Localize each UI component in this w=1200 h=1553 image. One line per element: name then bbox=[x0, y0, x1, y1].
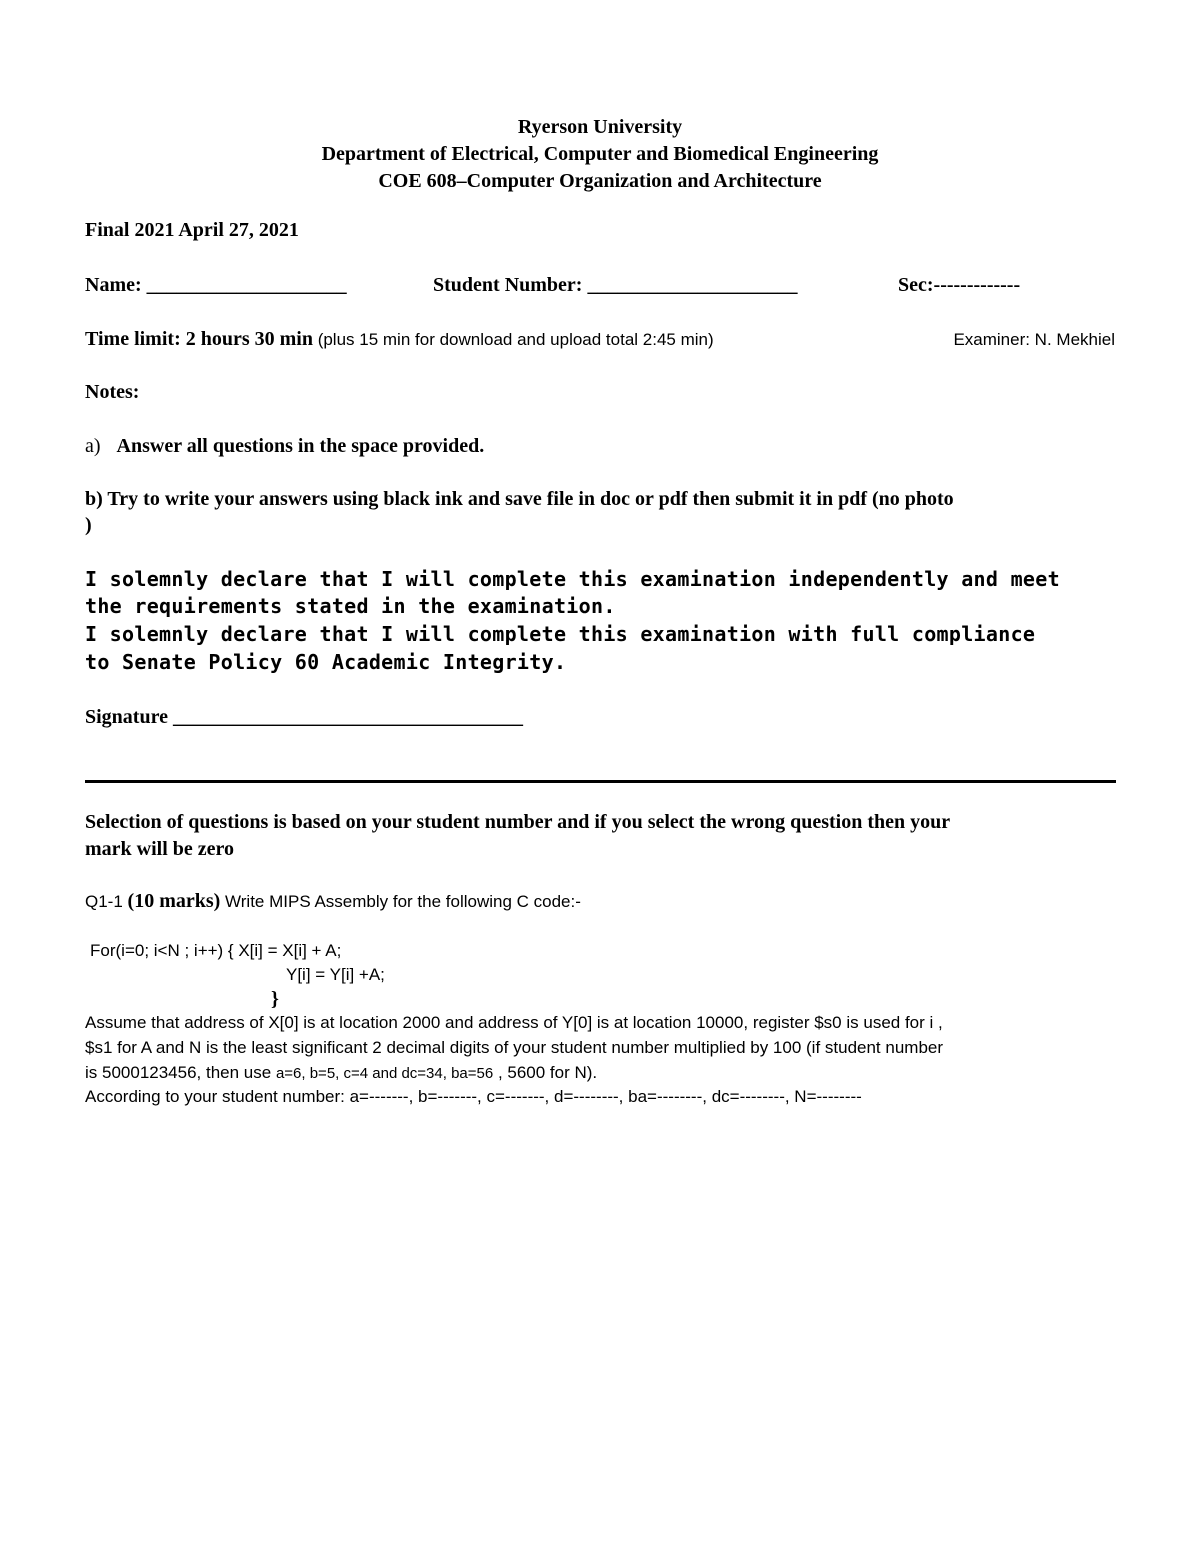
declaration-line1: I solemnly declare that I will complete this examination independently and meet bbox=[85, 567, 1060, 591]
selection-line2: mark will be zero bbox=[85, 838, 235, 860]
question-marks: (10 marks) bbox=[127, 890, 221, 912]
code-line2: Y[i] = Y[i] +A; bbox=[286, 965, 385, 984]
question-id: Q1-1 bbox=[85, 892, 128, 911]
exam-title: Final 2021 April 27, 2021 bbox=[85, 219, 299, 241]
question-heading bbox=[85, 890, 581, 913]
note-a-marker: a) bbox=[85, 435, 101, 457]
assume-line3-end: , 5600 for N). bbox=[493, 1063, 598, 1082]
department-name: Department of Electrical, Computer and Biomedical Engineering bbox=[321, 143, 879, 165]
section-field: Sec:------------- bbox=[898, 274, 1021, 296]
section-divider bbox=[85, 780, 1116, 783]
university-name: Ryerson University bbox=[517, 116, 683, 138]
examiner: Examiner: N. Mekhiel bbox=[953, 330, 1115, 349]
time-limit bbox=[85, 328, 714, 351]
name-field: Name: ____________________ bbox=[85, 274, 347, 296]
assume-line1: Assume that address of X[0] is at location 2000 and address of Y[0] is at location 10000, register $s0 is used for i , bbox=[85, 1013, 943, 1032]
signature-field: Signature ___________________________________ bbox=[85, 706, 523, 728]
note-a-text: Answer all questions in the space provided. bbox=[116, 435, 485, 457]
student-number-values: According to your student number: a=-------, b=-------, c=-------, d=--------, ba=--------, dc=--------, N=-------- bbox=[85, 1087, 862, 1106]
time-limit-note: (plus 15 min for download and upload total 2:45 min) bbox=[312, 330, 714, 349]
code-line1: For(i=0; i<N ; i++) { X[i] = X[i] + A; bbox=[90, 941, 342, 960]
declaration-line3: I solemnly declare that I will complete this examination with full compliance bbox=[85, 622, 1036, 646]
declaration-line2: the requirements stated in the examination. bbox=[85, 594, 616, 618]
time-limit-label: Time limit: 2 hours 30 min bbox=[85, 328, 313, 350]
declaration-line4: to Senate Policy 60 Academic Integrity. bbox=[85, 650, 567, 674]
note-a bbox=[85, 435, 484, 458]
notes-heading: Notes: bbox=[85, 381, 140, 403]
note-b-line1: b) Try to write your answers using black ink and save file in doc or pdf then submit it in pdf (no photo bbox=[85, 488, 954, 510]
note-b-line2: ) bbox=[85, 514, 92, 536]
student-number-field: Student Number: _____________________ bbox=[433, 274, 798, 296]
code-line3: } bbox=[271, 988, 279, 1010]
assume-line3 bbox=[85, 1063, 597, 1083]
course-title: COE 608–Computer Organization and Architecture bbox=[378, 170, 822, 192]
question-prompt: Write MIPS Assembly for the following C code:- bbox=[220, 892, 581, 911]
assume-line3-start: is 5000123456, then use bbox=[85, 1063, 276, 1082]
selection-line1: Selection of questions is based on your student number and if you select the wrong question then your bbox=[85, 811, 951, 833]
assume-line3-example: a=6, b=5, c=4 and dc=34, ba=56 bbox=[275, 1065, 494, 1082]
assume-line2: $s1 for A and N is the least significant 2 decimal digits of your student number multiplied by 100 (if student number bbox=[85, 1038, 944, 1057]
